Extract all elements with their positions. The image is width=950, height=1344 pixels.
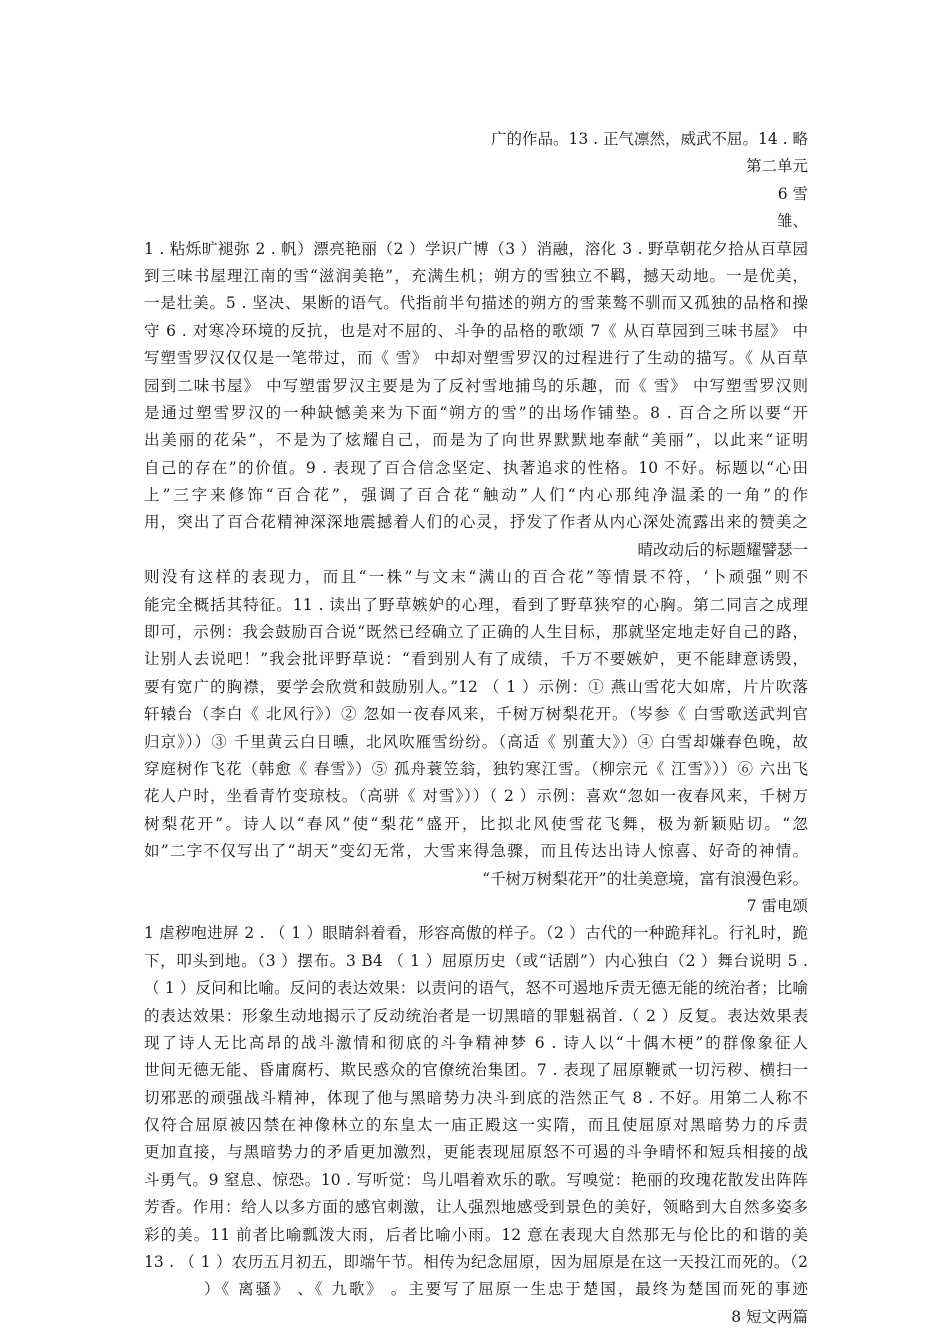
text-line: 芳香。作用：给人以多方面的感官刺激，让人强烈地感受到景色的美好，领略到大自然多姿多 [144, 1198, 808, 1217]
text-line: 世间无德无能、昏庸腐朽、欺民惑众的官僚统治集团。7 . 表现了屈原鞭贰一切污秽、横扫一 [144, 1061, 808, 1080]
text-line: 雏、 [776, 212, 808, 231]
text-line: 用，突出了百合花精神深深地震撼着人们的心灵，抒发了作者从内心深处流露出来的赞美之 [144, 513, 808, 532]
text-line: 让别人去说吧！”我会批评野草说：“看到别人有了成绩，千万不要嫉妒，更不能肆意诱毁， [144, 650, 808, 669]
text-line: 仅符合屈原被囚禁在神像林立的东皇太一庙正殿这一实隋，而且使屈原对黑暗势力的斥责 [144, 1116, 808, 1135]
text-line: 即可，示例：我会鼓励百合说“既然已经确立了正确的人生目标，那就坚定地走好自己的路， [144, 623, 808, 642]
text-line: 花人户时，坐看青竹变琼枝。（高骈《 对雪》））（ 2 ）示例：喜欢“忽如一夜春风来，千树万 [144, 787, 808, 806]
text-line: 第二单元 [745, 157, 808, 176]
text-line: 要有宽广的胸襟，要学会欣赏和鼓励别人。”12 （ 1 ）示例：① 燕山雪花大如席，片片吹落 [144, 677, 808, 696]
text-line: 是通过塑雪罗汉的一种缺憾美来为下面“朔方的雪”的出场作铺垫。8 . 百合之所以要“开 [144, 403, 808, 422]
text-line: 斗勇气。9 窒息、惊恐。10 . 写听觉：鸟儿唱着欢乐的歌。写嗅觉：艳丽的玫瑰花散发出阵阵 [144, 1170, 808, 1189]
text-line: 6 雪 [777, 184, 808, 203]
text-line: 广的作品。13 . 正气凛然，威武不屈。14 . 略 [490, 130, 808, 148]
text-line: （ 1 ）反问和比喻。反问的表达效果：以责问的语气，怒不可遏地斥责无德无能的统治者；比喻 [144, 979, 808, 998]
text-line: 下，叩头到地。（3 ）摆布。3 B4 （ 1 ）屈原历史（或“话剧”）内心独白（2 ）舞台说明 5 . [144, 951, 808, 970]
text-line: 园到二味书屋》 中写塑雷罗汉主要是为了反衬雪地捕鸟的乐趣，而《 雪》 中写塑雪罗汉则 [144, 376, 808, 395]
text-line: 穿庭树作飞花（韩愈《 春雪》）⑤ 孤舟蓑笠翁，独钓寒江雪。（柳宗元《 江雪》））⑥ 六出飞 [144, 759, 808, 778]
text-line: 彩的美。11 前者比喻瓢泼大雨，后者比喻小雨。12 意在表现大自然那无与伦比的和谐的美 [144, 1225, 808, 1244]
text-line: 一是壮美。5 . 坚决、果断的语气。代指前半句描述的朔方的雪莱骜不驯而又孤独的品格和操 [144, 294, 808, 313]
text-line: 现了诗人无比高昂的战斗激情和彻底的斗争精神梦 6 . 诗人以“十偶木梗”的群像象征人 [144, 1033, 808, 1052]
text-line: 7 雷电颂 [746, 896, 808, 915]
text-line: 则没有这样的表现力，而且“一株”与文末“满山的百合花”等情景不符，‘卜顽强”则不 [144, 568, 808, 587]
text-line: ）《 离骚》 、《 九歌》 。主要写了屈原一生忠于楚国，最终为楚国而死的事迹 [204, 1280, 808, 1299]
text-line: 归京》））③ 千里黄云白日曛，北风吹雁雪纷纷。（高适《 别董大》）④ 白雪却嫌春色晚，故 [144, 732, 808, 751]
text-line: 上”三字来修饰“百合花”，强调了百合花“触动”人们“内心那纯净温柔的一角”的作 [144, 486, 808, 505]
text-line: 能完全概括其特征。11 . 读出了野草嫉妒的心理，看到了野草狭窄的心胸。第二同言之成理 [144, 595, 808, 614]
text-line: 出美丽的花朵”，不是为了炫耀自己，而是为了向世界默默地奉献“美丽”，以此来“证明 [144, 431, 808, 450]
text-line: 13 . （ 1 ）农历五月初五，即端午节。相传为纪念屈原，因为屈原是在这一天投江而死的。（2 [144, 1253, 808, 1272]
text-line: 的表达效果：形象生动地揭示了反动统治者是一切黑暗的罪魁祸首.（ 2 ）反复。表达效果表 [144, 1006, 808, 1025]
text-line: “千树万树梨花开”的壮美意境，富有浪漫色彩。 [482, 869, 808, 888]
text-line: 1 虐秽咆进屏 2 . （ 1 ）眼睛斜着看，形容高傲的样子。（2 ）古代的一种跪拜礼。行礼时，跪 [144, 924, 808, 943]
text-line: 轩辕台（李白《 北风行》）② 忽如一夜春风来，千树万树梨花开。（岑参《 白雪歌送武判官 [144, 705, 808, 724]
text-line: 晴改动后的标题耀譬瑟一 [637, 540, 808, 559]
text-line: 切邪恶的顽强战斗精神，体现了他与黑暗势力决斗到底的浩然正气 8 . 不好。用第二人称不 [144, 1088, 808, 1107]
answer-text-block [144, 126, 808, 1331]
text-line: 守 6 . 对寒冷环境的反抗，也是对不屈的、斗争的品格的歌颂 7《 从百草园到三味书屋》 中 [144, 321, 808, 340]
text-line: 更加直接，与黑暗势力的矛盾更加激烈，更能表现屈原怒不可遏的斗争晴怀和短兵相接的战 [144, 1143, 808, 1162]
text-line: 8 短文两篇 [731, 1307, 808, 1326]
text-line: 树梨花开”。诗人以“春风”使“梨花”盛开，比拟北风使雪花飞舞，极为新颖贴切。“忽 [144, 814, 808, 833]
text-line: 到三味书屋理江南的雪“滋润美艳”，充满生机；朔方的雪独立不羁，撼天动地。一是优美， [144, 266, 808, 285]
text-line: 1 . 粘烁旷褪弥 2 . 帆）漂亮艳丽（2 ）学识广博（3 ）消融，溶化 3 . 野草朝花夕拾从百草园 [144, 239, 808, 258]
text-line: 自己的存在”的价值。9 . 表现了百合信念坚定、执著追求的性格。10 不好。标题以“心田 [144, 458, 808, 477]
text-line: 写塑雪罗汉仅仅是一笔带过，而《 雪》 中却对塑雪罗汉的过程进行了生动的描写。《 从百草 [144, 349, 808, 368]
text-line: 如”二字不仅写出了“胡天”变幻无常，大雪来得急骤，而且传达出诗人惊喜、好奇的神情。 [144, 842, 808, 861]
